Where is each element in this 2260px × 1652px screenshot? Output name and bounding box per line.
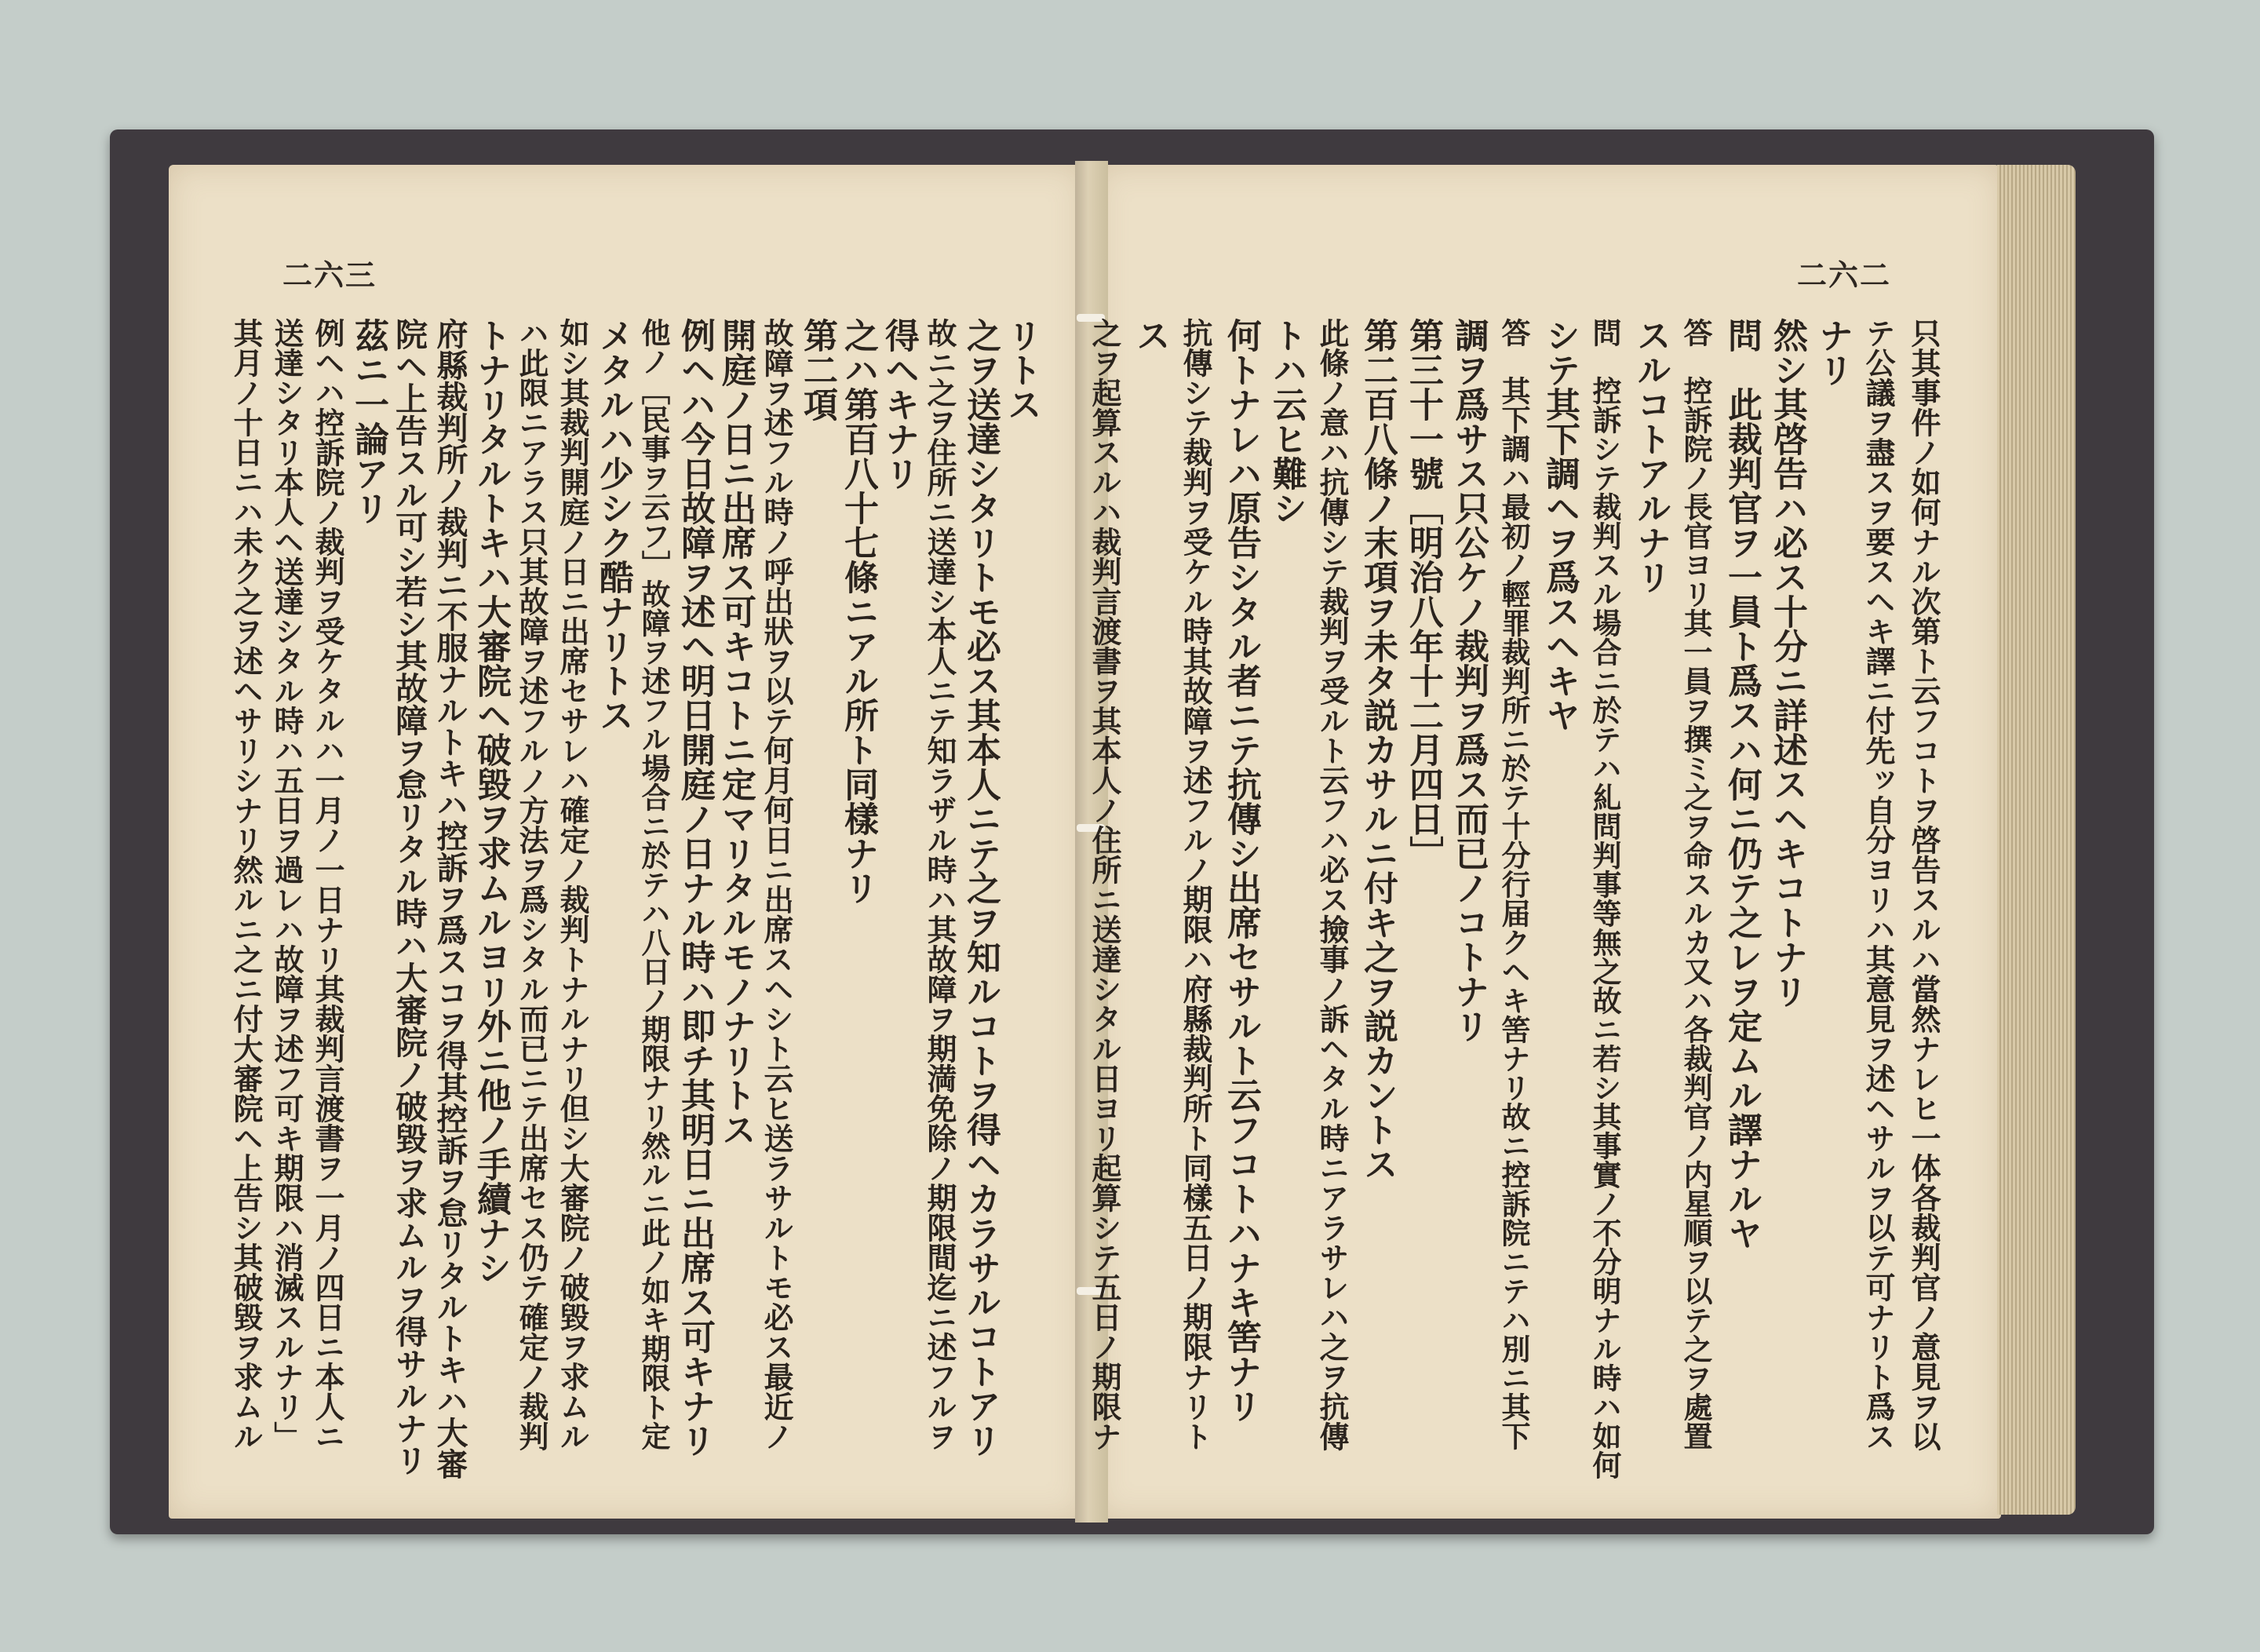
text-column: リトス xyxy=(1001,318,1041,421)
text-column: 問 控訴シテ裁判スル場合ニ於テハ糺問判事等無之故ニ若シ其事實ノ不分明ナル時ハ如何 xyxy=(1587,318,1622,1479)
text-column: ス xyxy=(1130,318,1170,352)
text-column: 之ヲ起算スルハ裁判言渡書ヲ其本人ノ住所ニ送達シタル日ヨリ起算シテ五日ノ期限ナ xyxy=(1087,318,1122,1451)
text-column: 送達シタリ本人ヘ送達シタル時ハ五日ヲ過レハ故障ヲ述フ可キ期限ハ消滅スルナリ」 xyxy=(269,318,304,1451)
text-column: 之ハ第百八十七條ニアル所ト同樣ナリ xyxy=(838,318,878,905)
text-column: 然シ其啓告ハ必ス十分ニ詳述スヘキコトナリ xyxy=(1767,318,1807,1008)
text-column: 調ヲ爲サス只公ケノ裁判ヲ爲ス而已ノコトナリ xyxy=(1449,318,1489,1043)
text-column: 答 其下調ハ最初ノ輕罪裁判所ニ於テ十分行届クヘキ筈ナリ故ニ控訴院ニテハ別ニ其下 xyxy=(1496,318,1531,1450)
text-column: 第二百八條ノ末項ヲ未タ説カサルニ付キ之ヲ説カントス xyxy=(1358,318,1398,1181)
text-column: 例ヘハ今日故障ヲ述ヘ明日開庭ノ日ナル時ハ即チ其明日ニ出席ス可キナリ xyxy=(675,318,715,1457)
text-column: 抗傳シテ裁判ヲ受ケル時其故障ヲ述フルノ期限ハ府縣裁判所ト同樣五日ノ期限ナリト xyxy=(1178,318,1213,1451)
text-column: 何トナレハ原告シタル者ニテ抗傳シ出席セサルト云フコトハナキ筈ナリ xyxy=(1221,318,1261,1423)
text-column: 故ニ之ヲ住所ニ送達シ本人ニテ知ラザル時ハ其故障ヲ期満免除ノ期限間迄ニ述フルヲ xyxy=(922,318,957,1451)
text-column: 此條ノ意ハ抗傳シテ裁判ヲ受ルト云フハ必ス撿事ノ訴ヘタル時ニアラサレハ之ヲ抗傳 xyxy=(1314,318,1350,1451)
page-edges xyxy=(1997,165,2076,1515)
text-column: 第二項 xyxy=(797,318,837,421)
text-column: 他ノ［民事ヲ云フ］故障ヲ述フル場合ニ於テハ八日ノ期限ナリ然ルニ此ノ如キ期限ト定 xyxy=(636,318,671,1450)
text-column: スルコトアルナリ xyxy=(1631,318,1671,594)
text-column: 院ヘ上告スル可シ若シ其故障ヲ怠リタル時ハ大審院ノ破毀ヲ求ムルヲ得サルナリ xyxy=(390,318,428,1476)
text-column: シテ其下調ヘヲ爲スヘキヤ xyxy=(1540,318,1580,732)
text-column: テ公議ヲ盡スヲ要スヘキ譯ニ付先ッ自分ヨリハ其意見ヲ述ヘサルヲ以テ可ナリト爲ス xyxy=(1861,318,1896,1451)
text-column: ナリ xyxy=(1813,318,1853,387)
text-column: トハ云ヒ難シ xyxy=(1267,318,1307,525)
right-page-number: 二六二 xyxy=(1797,257,1892,293)
text-column: 其月ノ十日ニハ未ク之ヲ述ヘサリシナリ然ルニ之ニ付大審院ヘ上告シ其破毀ヲ求ムル xyxy=(228,318,264,1451)
text-column: メタルハ少シク酷ナリトス xyxy=(593,318,633,732)
text-column: 之ヲ送達シタリトモ必ス其本人ニテ之ヲ知ルコトヲ得ヘカラサルコトアリ xyxy=(960,318,1001,1457)
text-column: ハ此限ニアラス只其故障ヲ述フルノ方法ヲ爲シタル而已ニテ出席セス仍テ確定ノ裁判 xyxy=(514,318,549,1451)
text-column: 府縣裁判所ノ裁判ニ不服ナルトキハ控訴ヲ爲スコヲ得其控訴ヲ怠リタルトキハ大審 xyxy=(432,318,468,1479)
text-column: 故障ヲ述フル時ノ呼出狀ヲ以テ何月何日ニ出席スヘシト云ヒ送ラサルトモ必ス最近ノ xyxy=(759,318,794,1451)
text-column: 茲ニ一論アリ xyxy=(348,318,388,525)
text-column: 問 此裁判官ヲ一員ト爲スハ何ニ仍テ之レヲ定ムル譯ナルヤ xyxy=(1722,318,1762,1250)
text-column: 如シ其裁判開庭ノ日ニ出席セサレハ確定ノ裁判トナルナリ但シ大審院ノ破毀ヲ求ムル xyxy=(555,318,590,1451)
text-column: トナリタルトキハ大審院ヘ破毀ヲ求ムルヨリ外ニ他ノ手續ナシ xyxy=(471,318,511,1285)
text-column: 開庭ノ日ニ出席ス可キコトニ定マリタルモノナリトス xyxy=(716,318,756,1147)
text-column: 例ヘハ控訴院ノ裁判ヲ受ケタルハ一月ノ一日ナリ其裁判言渡書ヲ一月ノ四日ニ本人ニ xyxy=(310,318,345,1451)
text-column: 只其事件ノ如何ナル次第ト云フコトヲ啓告スルハ當然ナレヒ一体各裁判官ノ意見ヲ以 xyxy=(1906,318,1941,1451)
left-page-number: 二六三 xyxy=(282,257,377,293)
text-column: 得ヘキナリ xyxy=(879,318,919,490)
text-column: 第三十一號［明治八年十二月四日］ xyxy=(1403,318,1443,870)
text-column: 答 控訴院ノ長官ヨリ其一員ヲ撰ミ之ヲ命スルカ又ハ各裁判官ノ内星順ヲ以テ之ヲ處置 xyxy=(1679,318,1713,1450)
